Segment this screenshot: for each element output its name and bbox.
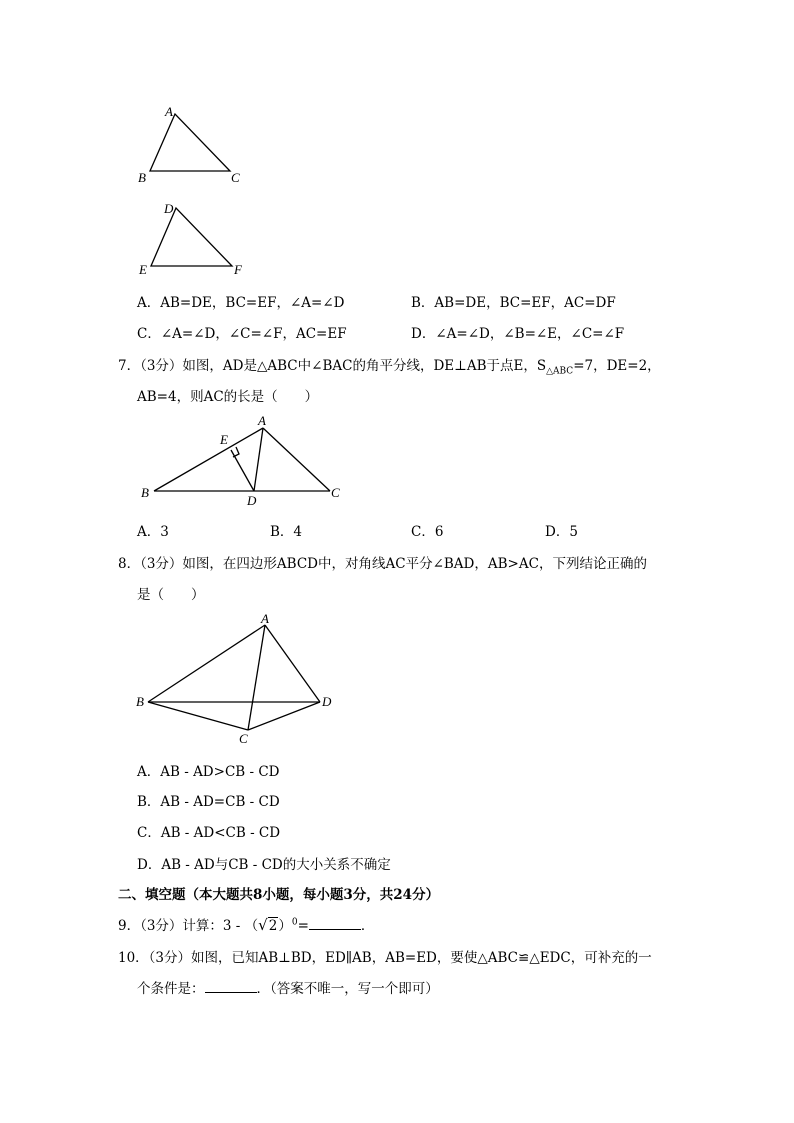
q9-post: ） [278,918,292,934]
segment-ab [148,625,265,702]
q7-option-d: D．5 [545,524,578,540]
q7-label-d: D [247,493,257,508]
q8-stem-line1: 8．（3分）如图，在四边形ABCD中，对角线AC平分∠BAD，AB>AC，下列结论正确的 [118,556,647,572]
triangle-abc [150,114,230,171]
q7-stem-pre: 7．（3分）如图，AD是△ABC中∠BAC的角平分线，DE⊥AB于点E，S [118,358,547,374]
q7-label-c: C [331,485,340,500]
q10-stem-line1: 10．（3分）如图，已知AB⊥BD，ED∥AB，AB=ED，要使△ABC≌△EDC，可补充的一 [118,950,652,966]
q8-stem-line2: 是（ ） [137,587,205,603]
q6-option-d: D．∠A=∠D，∠B=∠E，∠C=∠F [411,326,625,342]
q6-option-b: B．AB=DE，BC=EF，AC=DF [411,295,616,311]
q6-option-c: C．∠A=∠D，∠C=∠F，AC=EF [137,326,347,342]
vertex-label-d: D [164,201,174,216]
q7-label-a: A [258,413,266,428]
q7-label-b: B [141,485,149,500]
q8-option-d: D．AB - AD与CB - CD的大小关系不确定 [137,857,391,873]
q8-option-a: A．AB - AD>CB - CD [137,764,280,780]
q7-label-e: E [220,432,228,447]
q8-option-b: B．AB - AD=CB - CD [137,794,280,810]
vertex-label-a: A [165,104,173,119]
q8-label-b: B [136,694,144,709]
q7-option-a: A．3 [137,524,169,540]
q9-radicand: 2 [268,918,278,934]
vertex-label-f: F [234,262,242,277]
q9-pre: 9．（3分）计算：3 - （ [118,918,259,934]
segment-ba [154,428,263,491]
q10-post: ．（答案不唯一，写一个即可） [256,981,439,997]
segment-ac-q8 [248,625,265,730]
segment-ac [263,428,330,491]
q7-stem-line2: AB=4，则AC的长是（ ） [137,389,319,405]
q7-option-c: C．6 [411,524,444,540]
q10-stem-line2 [137,977,439,997]
q9-exponent: 0 [291,917,298,928]
segment-ad-q8 [265,625,320,702]
q6-option-a: A．AB=DE，BC=EF，∠A=∠D [137,295,345,311]
segment-cd [248,702,320,730]
q9-stem: 9．（3分）计算：$3 - (√2)^0=$ ． [118,916,375,934]
q8-label-a: A [261,611,269,626]
segment-bc-q8 [148,702,248,730]
vertex-label-b: B [138,170,146,185]
q7-stem-line1 [118,354,661,377]
q8-label-c: C [239,731,248,746]
vertex-label-e: E [139,262,147,277]
segment-ad [254,428,263,491]
q8-option-c: C．AB - AD<CB - CD [137,825,281,841]
q8-label-d: D [322,694,332,709]
q9-end: ． [360,918,375,934]
q9-answer-blank[interactable] [309,917,361,930]
q9-equals: = [297,918,309,934]
q10-pre: 个条件是： [137,981,205,997]
q7-stem-post: =7，DE=2， [573,358,661,374]
q7-option-b: B．4 [270,524,303,540]
q10-answer-blank[interactable] [205,980,257,993]
vertex-label-c: C [231,170,240,185]
q7-stem-sub: △ABC [546,366,574,377]
section-heading-fill-in: 二、填空题（本大题共8小题，每小题3分，共24分） [118,887,440,903]
